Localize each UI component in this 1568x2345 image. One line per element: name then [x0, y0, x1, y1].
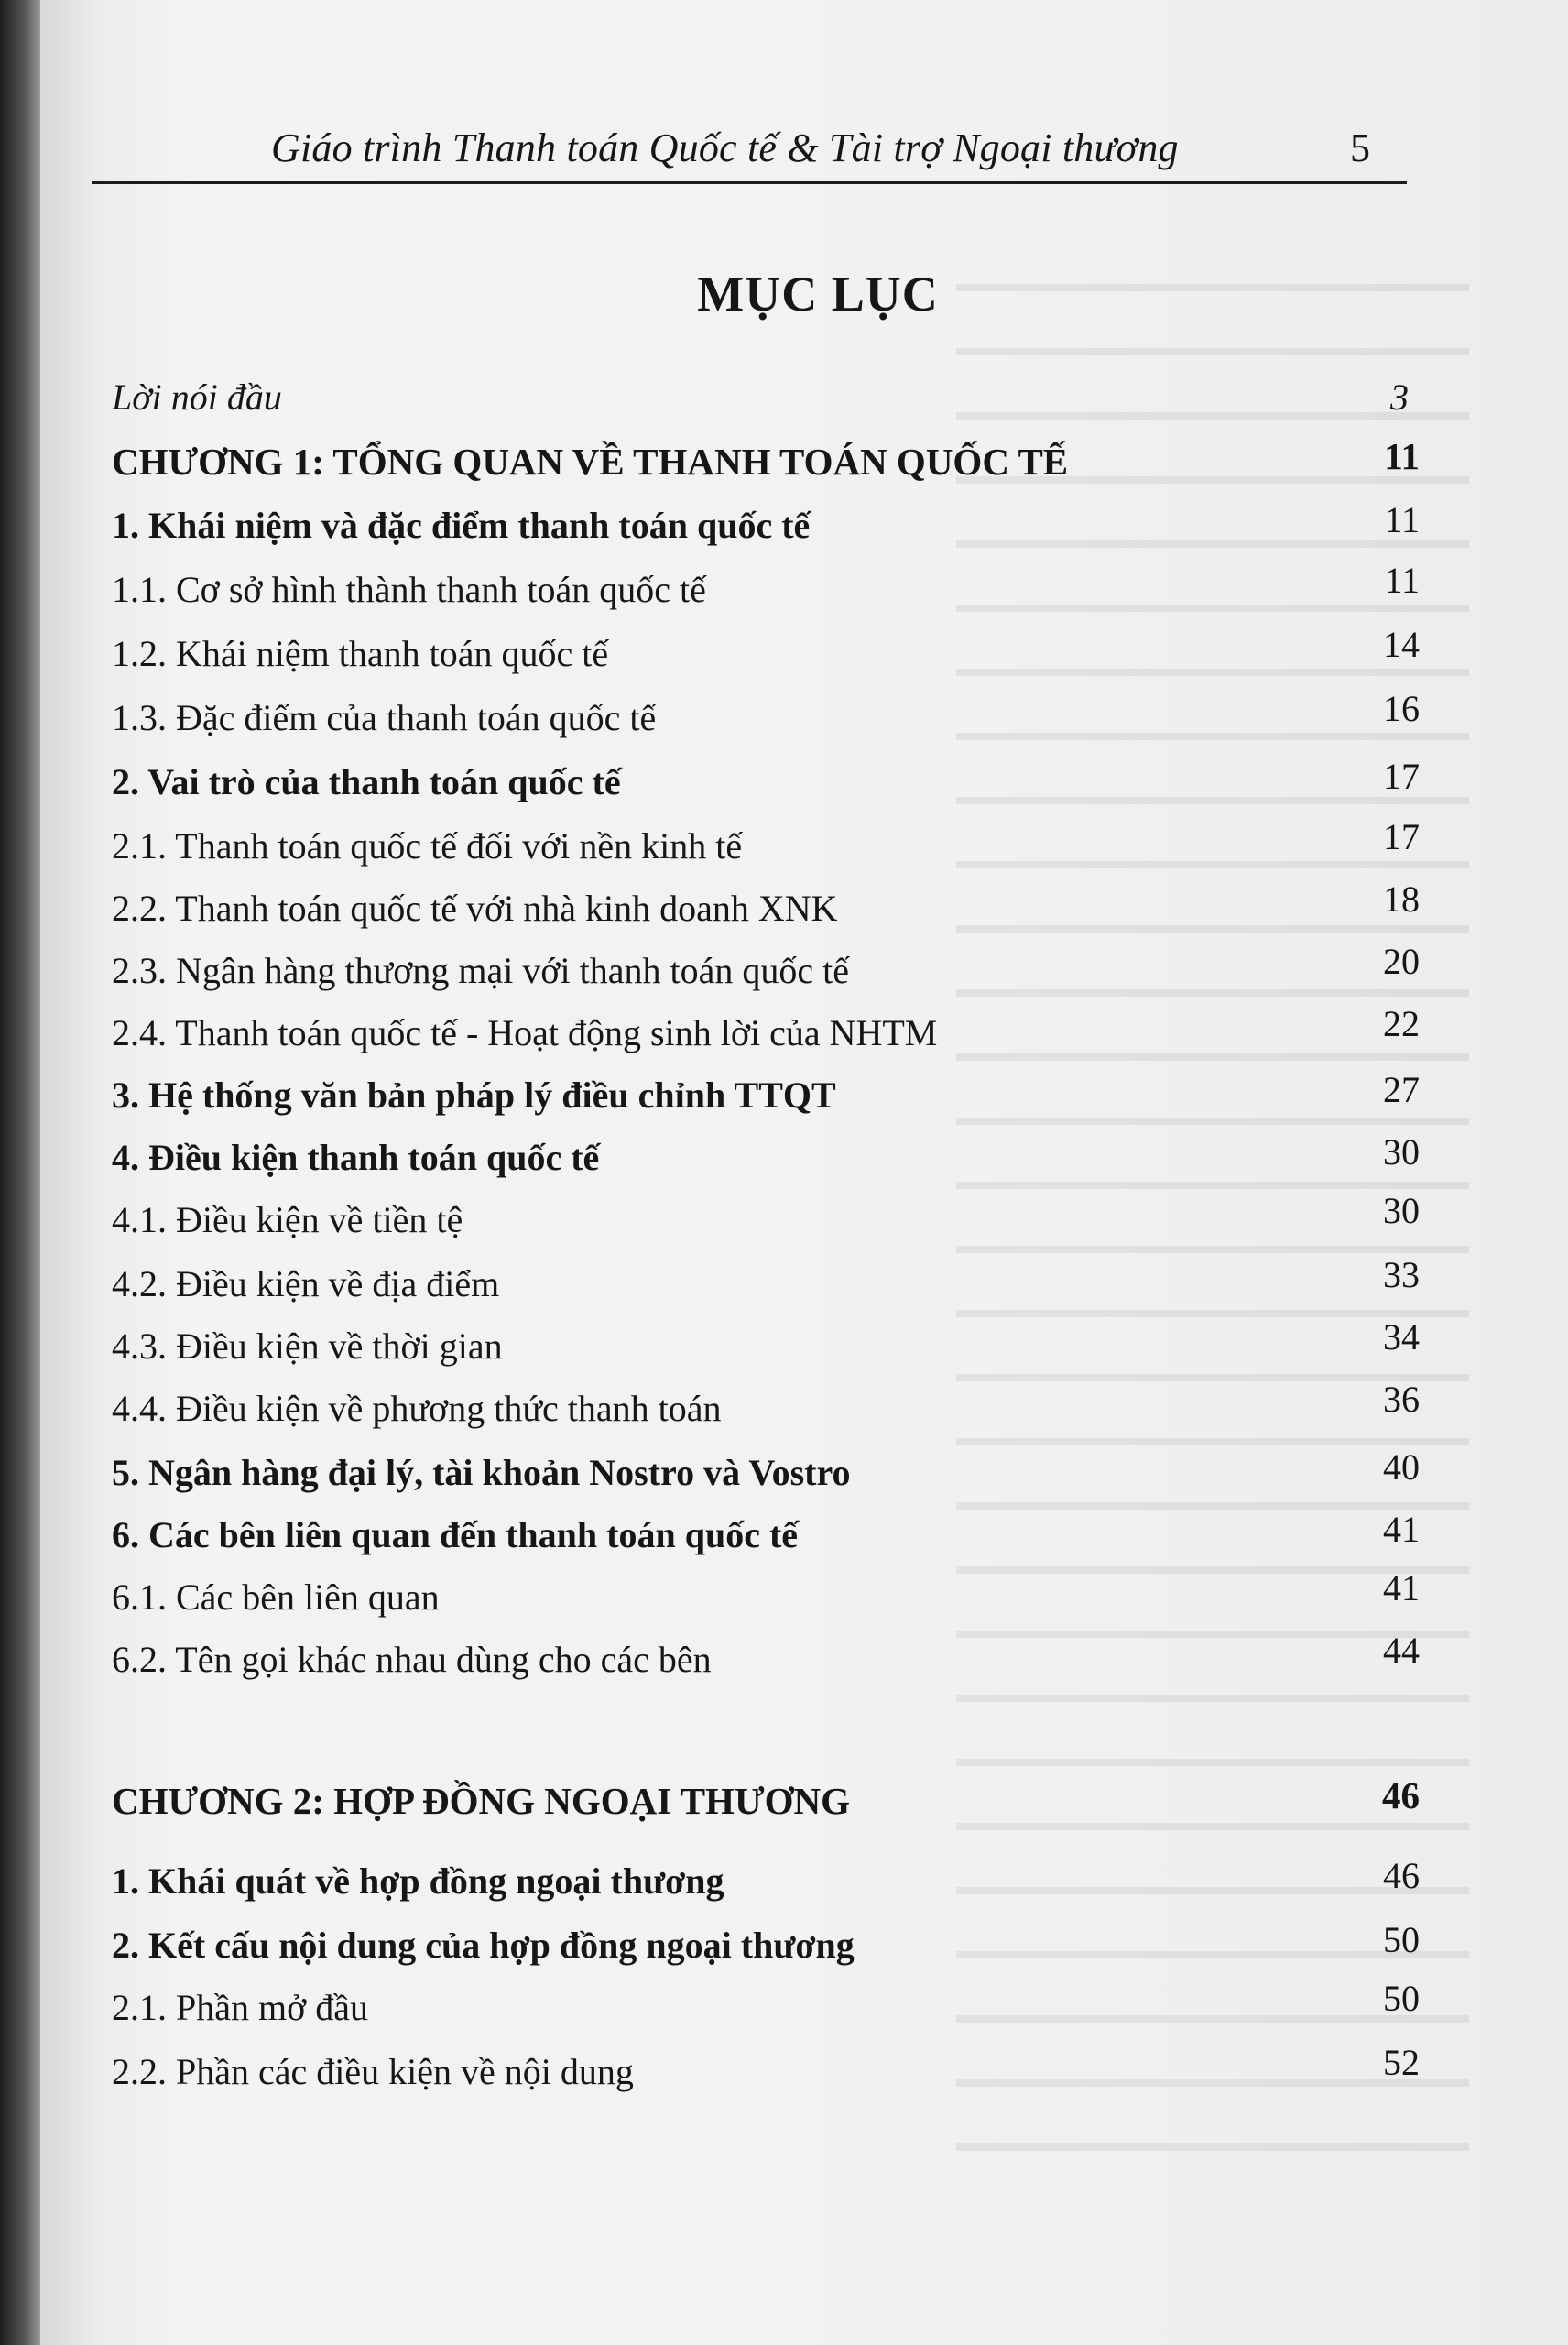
- toc-entry-label: 6. Các bên liên quan đến thanh toán quốc tế: [112, 1514, 799, 1555]
- toc-entry-page: 46: [1382, 1774, 1420, 1816]
- toc-entry-label: 2.1. Thanh toán quốc tế đối với nền kinh tế: [112, 825, 743, 867]
- toc-entry-page: 16: [1383, 688, 1420, 729]
- toc-entry-page: 46: [1383, 1855, 1420, 1896]
- toc-entry-page: 30: [1383, 1190, 1420, 1231]
- toc-entry: [40, 1774, 1568, 1834]
- book-page: [40, 0, 1568, 2345]
- toc-entry-page: 11: [1384, 499, 1420, 540]
- toc-entry-label: 2. Vai trò của thanh toán quốc tế: [112, 761, 621, 802]
- toc-entry-page: 11: [1384, 435, 1420, 477]
- toc-entry-page: 33: [1383, 1254, 1420, 1295]
- toc-entry: [40, 1855, 1568, 1914]
- toc-entry: [40, 1131, 1568, 1191]
- toc-entry-label: 1. Khái quát về hợp đồng ngoại thương: [112, 1860, 724, 1902]
- toc-entry-page: 14: [1383, 624, 1420, 665]
- toc-entry-label: Lời nói đầu: [112, 376, 282, 418]
- toc-entry: [40, 688, 1568, 751]
- toc-entry-page: 41: [1383, 1567, 1420, 1609]
- toc-entry: [40, 1069, 1568, 1129]
- page-number: 5: [1350, 125, 1370, 170]
- toc-entry-label: 2.2. Phần các điều kiện về nội dung: [112, 2051, 634, 2092]
- toc-entry: [40, 756, 1568, 815]
- toc-entry-page: 11: [1384, 560, 1420, 601]
- toc-entry-page: 36: [1383, 1379, 1420, 1420]
- running-title: Giáo trình Thanh toán Quốc tế & Tài trợ Ngoại thương: [271, 125, 1179, 170]
- toc-entry-page: 52: [1383, 2042, 1420, 2083]
- toc-entry: [40, 878, 1568, 942]
- toc-entry: [40, 2042, 1568, 2105]
- toc-entry: [40, 1630, 1568, 1693]
- toc-entry: [40, 1509, 1568, 1568]
- toc-entry: [40, 499, 1568, 559]
- book-gutter: [0, 0, 40, 2345]
- toc-entry: [40, 624, 1568, 687]
- toc-entry-label: 2.2. Thanh toán quốc tế với nhà kinh doanh XNK: [112, 888, 838, 929]
- toc-entry-page: 3: [1390, 376, 1409, 418]
- toc-entry-page: 27: [1383, 1069, 1420, 1110]
- toc-entry-label: 2. Kết cấu nội dung của hợp đồng ngoại thương: [112, 1925, 855, 1966]
- toc-entry-label: 4. Điều kiện thanh toán quốc tế: [112, 1137, 600, 1178]
- toc-entry: [40, 1919, 1568, 1979]
- toc-entry-page: 40: [1383, 1446, 1420, 1488]
- toc-entry-page: 17: [1383, 756, 1420, 797]
- toc-entry: [40, 816, 1568, 879]
- toc-entry-page: 17: [1383, 816, 1420, 857]
- table-of-contents: [40, 0, 1568, 2345]
- toc-entry-label: 1.3. Đặc điểm của thanh toán quốc tế: [112, 697, 657, 738]
- toc-entry-label: CHƯƠNG 1: TỔNG QUAN VỀ THANH TOÁN QUỐC TẾ: [112, 441, 1069, 483]
- toc-entry-page: 41: [1383, 1509, 1420, 1550]
- toc-entry: [40, 1379, 1568, 1442]
- toc-entry: [40, 1567, 1568, 1631]
- toc-entry-label: 3. Hệ thống văn bản pháp lý điều chỉnh TTQT: [112, 1074, 836, 1116]
- toc-entry-label: 4.4. Điều kiện về phương thức thanh toán: [112, 1388, 722, 1429]
- toc-entry-label: 1.2. Khái niệm thanh toán quốc tế: [112, 633, 609, 674]
- toc-entry-label: 6.2. Tên gọi khác nhau dùng cho các bên: [112, 1639, 712, 1680]
- toc-entry: [40, 1446, 1568, 1506]
- toc-entry-page: 20: [1383, 941, 1420, 982]
- toc-entry: [40, 1254, 1568, 1317]
- toc-entry-page: 30: [1383, 1131, 1420, 1172]
- toc-entry-page: 50: [1383, 1978, 1420, 2019]
- toc-entry-label: 1.1. Cơ sở hình thành thanh toán quốc tế: [112, 569, 706, 610]
- toc-entry-page: 18: [1383, 878, 1420, 920]
- toc-entry: [40, 941, 1568, 1004]
- toc-entry-label: 2.3. Ngân hàng thương mại với thanh toán quốc tế: [112, 950, 849, 991]
- toc-entry-label: 1. Khái niệm và đặc điểm thanh toán quốc tế: [112, 505, 811, 546]
- toc-entry: [40, 1316, 1568, 1380]
- toc-entry-page: 44: [1383, 1630, 1420, 1671]
- toc-entry-page: 34: [1383, 1316, 1420, 1358]
- toc-entry-page: 50: [1383, 1919, 1420, 1960]
- toc-title: MỤC LỤC: [697, 267, 939, 322]
- toc-entry-label: 4.1. Điều kiện về tiền tệ: [112, 1199, 463, 1240]
- toc-entry-label: 4.2. Điều kiện về địa điểm: [112, 1263, 500, 1304]
- toc-entry-label: 4.3. Điều kiện về thời gian: [112, 1325, 503, 1367]
- toc-entry: [40, 376, 1568, 431]
- toc-entry: [40, 435, 1568, 495]
- toc-entry-page: 22: [1383, 1003, 1420, 1044]
- toc-entry: [40, 560, 1568, 623]
- toc-entry-label: CHƯƠNG 2: HỢP ĐỒNG NGOẠI THƯƠNG: [112, 1780, 850, 1822]
- toc-entry: [40, 1978, 1568, 2041]
- toc-entry-label: 5. Ngân hàng đại lý, tài khoản Nostro và Vostro: [112, 1452, 851, 1493]
- toc-entry-label: 2.4. Thanh toán quốc tế - Hoạt động sinh lời của NHTM: [112, 1012, 938, 1053]
- toc-entry: [40, 1003, 1568, 1066]
- toc-entry-label: 6.1. Các bên liên quan: [112, 1576, 440, 1618]
- toc-entry-label: 2.1. Phần mở đầu: [112, 1987, 369, 2028]
- toc-entry: [40, 1190, 1568, 1253]
